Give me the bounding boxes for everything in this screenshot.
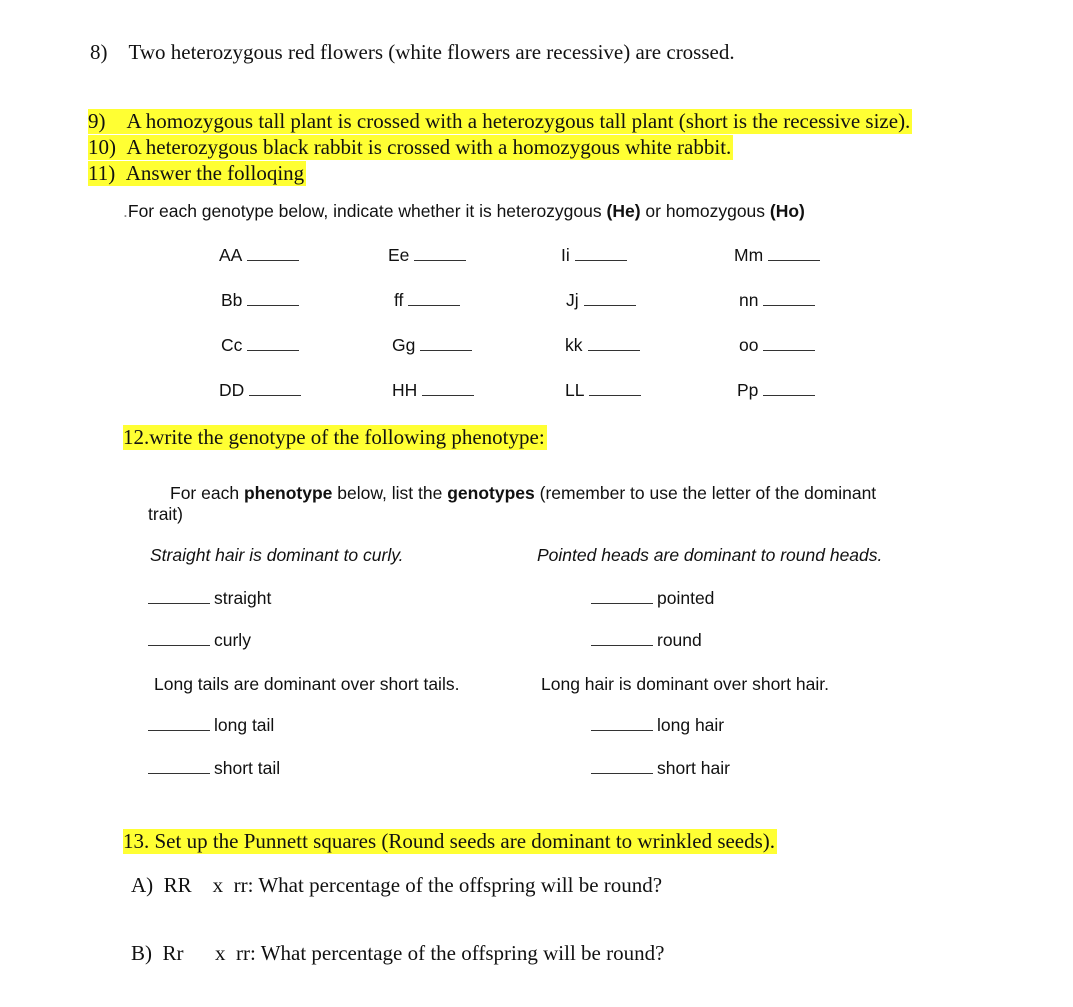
- tail-rule: Long tails are dominant over short tails.: [154, 674, 460, 694]
- answer-blank[interactable]: [420, 349, 472, 351]
- answer-blank[interactable]: [575, 259, 627, 261]
- genotype-item: ff: [394, 290, 460, 311]
- answer-blank[interactable]: [414, 259, 466, 261]
- question-8: 8) Two heterozygous red flowers (white flowers are recessive) are crossed.: [90, 40, 735, 64]
- answer-blank[interactable]: [763, 394, 815, 396]
- genotype-item: AA: [219, 245, 299, 266]
- answer-blank[interactable]: [247, 349, 299, 351]
- question-11: 11) Answer the folloqing: [88, 161, 305, 185]
- genotype-item: HH: [392, 380, 474, 401]
- answer-blank[interactable]: [422, 394, 474, 396]
- answer-blank[interactable]: [249, 394, 301, 396]
- answer-blank[interactable]: [591, 772, 653, 774]
- genotype-item: Cc: [221, 335, 299, 356]
- question-13a: A) RR x rr: What percentage of the offspring will be round?: [131, 873, 663, 897]
- answer-blank[interactable]: [247, 259, 299, 261]
- short-hair-item: short hair: [591, 758, 730, 779]
- answer-blank[interactable]: [589, 394, 641, 396]
- question-12: 12.write the genotype of the following phenotype:: [123, 425, 545, 449]
- genotype-item: Mm: [734, 245, 820, 266]
- long-hair-item: long hair: [591, 715, 724, 736]
- answer-blank[interactable]: [148, 729, 210, 731]
- genotype-item: Ee: [388, 245, 466, 266]
- genotype-item: DD: [219, 380, 301, 401]
- answer-blank[interactable]: [408, 304, 460, 306]
- genotype-item: nn: [739, 290, 815, 311]
- answer-blank[interactable]: [768, 259, 820, 261]
- answer-blank[interactable]: [591, 644, 653, 646]
- genotype-item: Ii: [561, 245, 627, 266]
- hair-rule: Straight hair is dominant to curly.: [150, 545, 404, 565]
- pointed-item: pointed: [591, 588, 714, 609]
- genotype-instructions: .For each genotype below, indicate whether it is heterozygous (He) or homozygous (Ho): [123, 201, 805, 221]
- question-13: 13. Set up the Punnett squares (Round seeds are dominant to wrinkled seeds).: [123, 829, 776, 853]
- genotype-item: oo: [739, 335, 815, 356]
- answer-blank[interactable]: [584, 304, 636, 306]
- head-rule: Pointed heads are dominant to round heads.: [537, 545, 883, 565]
- phenotype-instructions-cont: trait): [148, 504, 183, 524]
- genotype-item: Bb: [221, 290, 299, 311]
- long-tail-item: long tail: [148, 715, 274, 736]
- genotype-item: kk: [565, 335, 640, 356]
- answer-blank[interactable]: [148, 644, 210, 646]
- answer-blank[interactable]: [247, 304, 299, 306]
- answer-blank[interactable]: [763, 349, 815, 351]
- phenotype-instructions: For each phenotype below, list the genotypes (remember to use the letter of the dominant: [170, 483, 877, 503]
- answer-blank[interactable]: [591, 602, 653, 604]
- answer-blank[interactable]: [588, 349, 640, 351]
- answer-blank[interactable]: [148, 772, 210, 774]
- genotype-item: Gg: [392, 335, 472, 356]
- straight-item: straight: [148, 588, 271, 609]
- answer-blank[interactable]: [591, 729, 653, 731]
- genotype-item: Jj: [566, 290, 636, 311]
- answer-blank[interactable]: [763, 304, 815, 306]
- question-10: 10) A heterozygous black rabbit is crossed with a homozygous white rabbit.: [88, 135, 732, 159]
- question-9: 9) A homozygous tall plant is crossed with a heterozygous tall plant (short is the recessive size).: [88, 109, 911, 133]
- genotype-item: LL: [565, 380, 641, 401]
- short-tail-item: short tail: [148, 758, 280, 779]
- question-13b: B) Rr x rr: What percentage of the offspring will be round?: [131, 941, 665, 965]
- curly-item: curly: [148, 630, 251, 651]
- answer-blank[interactable]: [148, 602, 210, 604]
- long-hair-rule: Long hair is dominant over short hair.: [541, 674, 829, 694]
- genotype-item: Pp: [737, 380, 815, 401]
- round-item: round: [591, 630, 702, 651]
